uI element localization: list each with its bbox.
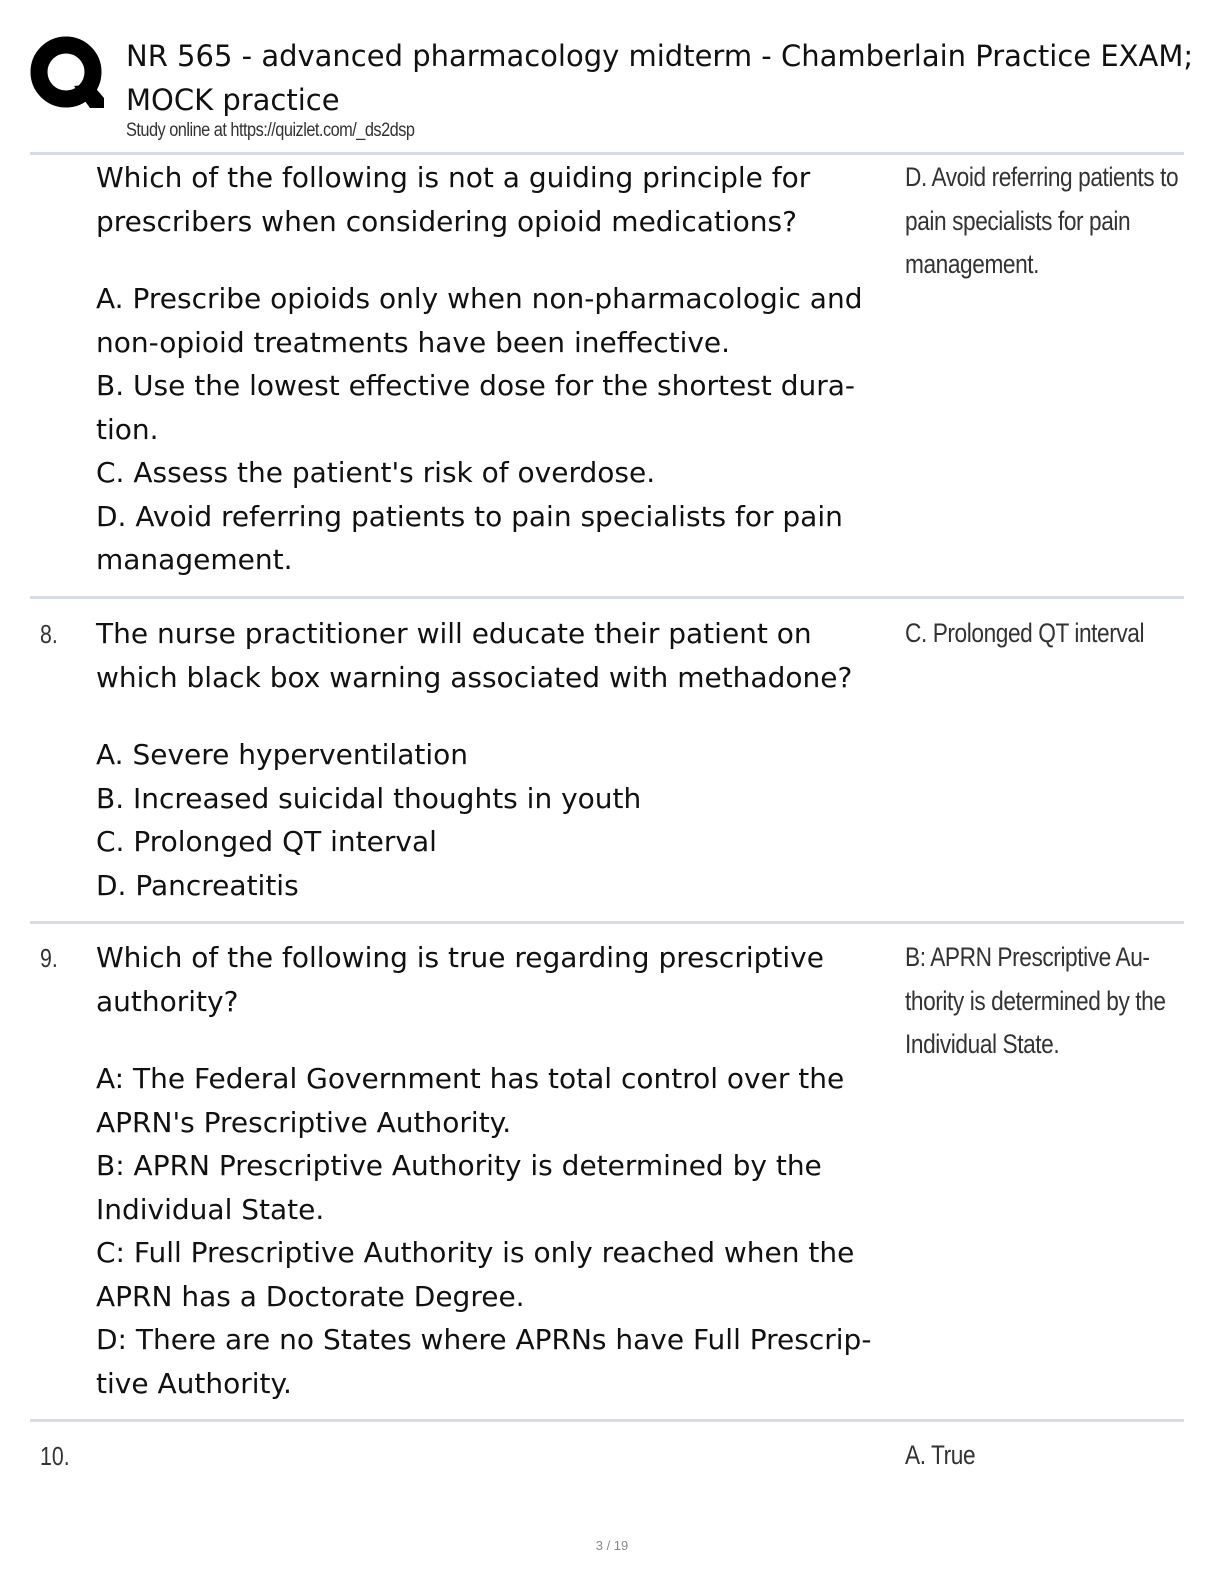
option-c: C. Prolonged QT interval — [96, 825, 437, 858]
answer-text: A. True — [905, 1440, 976, 1470]
option-b: B. Use the lowest effective dose for the shortest dura-tion. — [96, 369, 855, 446]
option-a: A. Prescribe opioids only when non-pharmacologic and non-opioid treatments have been ineffective. — [96, 282, 863, 359]
divider — [30, 921, 1184, 924]
option-d: D: There are no States where APRNs have Full Prescrip-tive Authority. — [96, 1323, 872, 1400]
option-a: A: The Federal Government has total control over the APRN's Prescriptive Authority. — [96, 1062, 845, 1139]
option-c: C. Assess the patient's risk of overdose. — [96, 456, 656, 489]
question-text: Which of the following is not a guiding principle for prescribers when considering opioid medications? — [96, 161, 811, 238]
flashcard — [30, 936, 1184, 1416]
option-d: D. Avoid referring patients to pain specialists for pain management. — [96, 499, 843, 576]
option-b: B: APRN Prescriptive Authority is determined by the Individual State. — [96, 1149, 822, 1226]
page-title: NR 565 - advanced pharmacology midterm - Chamberlain Practice EXAM; MOCK practice — [126, 39, 1194, 117]
answer-text: D. Avoid referring patients to pain specialists for pain management. — [905, 162, 1179, 279]
divider — [30, 596, 1184, 599]
page-header — [30, 28, 1200, 152]
card-number: 9. — [40, 943, 58, 973]
flashcard — [30, 156, 1184, 596]
question-block — [96, 156, 902, 582]
option-a: A. Severe hyperventilation — [96, 738, 468, 771]
question-block — [96, 612, 902, 907]
question-text: Which of the following is true regarding prescriptive authority? — [96, 941, 824, 1018]
card-number: 10. — [40, 1441, 70, 1471]
divider — [30, 1419, 1184, 1422]
answer-text: C. Prolonged QT interval — [905, 618, 1145, 648]
question-text: The nurse practitioner will educate their patient on which black box warning associated with methadone? — [96, 617, 853, 694]
page-number: 3 / 19 — [595, 1538, 629, 1553]
option-c: C: Full Prescriptive Authority is only reached when the APRN has a Doctorate Degree. — [96, 1236, 855, 1313]
quizlet-logo-icon — [30, 36, 106, 112]
answer-text: B: APRN Prescriptive Au-thority is determined by the Individual State. — [905, 942, 1166, 1059]
card-number: 8. — [40, 619, 58, 649]
option-b: B. Increased suicidal thoughts in youth — [96, 781, 642, 815]
divider — [30, 152, 1184, 155]
option-d: D. Pancreatitis — [96, 868, 299, 902]
flashcard — [30, 612, 1184, 920]
study-online-link[interactable]: Study online at https://quizlet.com/_ds2dsp — [126, 120, 415, 141]
question-block — [96, 936, 902, 1405]
flashcard — [30, 1434, 1184, 1494]
